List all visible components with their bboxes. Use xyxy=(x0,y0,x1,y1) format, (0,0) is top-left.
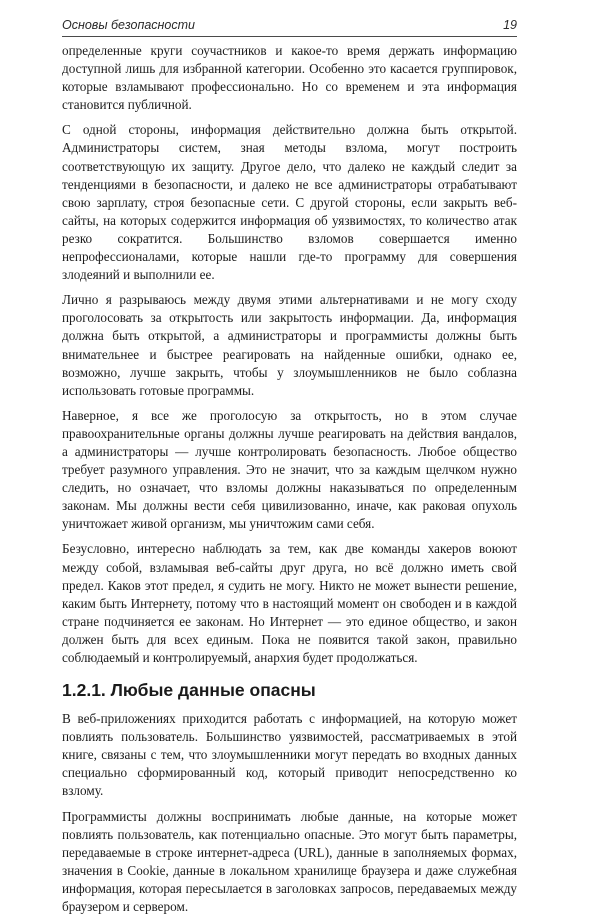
paragraph: Наверное, я все же проголосую за открытость, но в этом случае правоохранительные органы должны лучше реагировать на действия вандалов, а администраторы — лучше контролировать безопасность. Любое общество требует разумного управления. Это не значит, что за каждым щелчком нужно следить, но означает, что взломы должны наказываться по определенным законам. Мы должны вести себя цивилизованно, иначе, как раковая опухоль уничтожает живой организм, мы уничтожим сами себя. xyxy=(62,407,517,532)
paragraph: Программисты должны воспринимать любые данные, на которые может повлиять пользователь, как потенциально опасные. Это могут быть параметры, передаваемые в строке интернет-адреса (URL), данные в заполняемых формах, значения в Cookie, данные в локальном хранилище браузера и даже служебная информация, которая пересылается в заголовках запросов, передаваемых между браузером и сервером. xyxy=(62,808,517,915)
page-number: 19 xyxy=(503,18,517,32)
section-heading: 1.2.1. Любые данные опасны xyxy=(62,680,316,701)
running-header xyxy=(62,16,517,37)
paragraph: Безусловно, интересно наблюдать за тем, как две команды хакеров воюют между собой, взламывая веб-сайты друг друга, но всё должно иметь свой предел. Каков этот предел, я судить не могу. Никто не может вынести решение, каким быть Интернету, потому что в настоящий момент он свободен и в каждой стране подчиняется ее законам. Но Интернет — это единое общество, и закон должен быть для всех единым. Пока не появится такой закон, правильно соблюдаемый и контролируемый, анархия будет продолжаться. xyxy=(62,541,517,665)
paragraph: В веб-приложениях приходится работать с информацией, на которую может повлиять пользователь. Большинство уязвимостей, рассматриваемых в этой книге, связаны с тем, что злоумышленники могут передать во входных данных специально сформированный код, который приводит непосредственно ко взлому. xyxy=(62,711,517,799)
chapter-title: Основы безопасности xyxy=(62,18,195,32)
paragraph: Лично я разрываюсь между двумя этими альтернативами и не могу сходу проголосовать за открытость или закрытость информации. Да, информация должна быть открытой, а администраторы и программисты должны быть внимательнее и быстрее реагировать на найденные ошибки, однако ее, возможно, лучше закрыть, чтобы у злоумышленников не было соблазна использовать готовые программы. xyxy=(62,292,517,398)
body-text xyxy=(62,42,517,923)
paragraph: определенные круги соучастников и какое-то время держать информацию доступной лишь для избранной категории. Особенно это касается группировок, которые взламывают профессионально. Но со временем и эта информация становится публичной. xyxy=(62,43,517,113)
paragraph: С одной стороны, информация действительно должна быть открытой. Администраторы систем, зная методы взлома, могут построить соответствующую их защиту. Другое дело, что далеко не каждый следит за тенденциями в безопасности, и далеко не все администраторы отрабатывают свою зарплату, строя безопасные сети. С другой стороны, если закрыть веб-сайты, на которых содержится информация об уязвимостях, то количество атак резко сократится. Большинство взломов совершается именно непрофессионалами, которые нашли где-то программу для совершения злодеяний и выполнили ее. xyxy=(62,122,517,283)
